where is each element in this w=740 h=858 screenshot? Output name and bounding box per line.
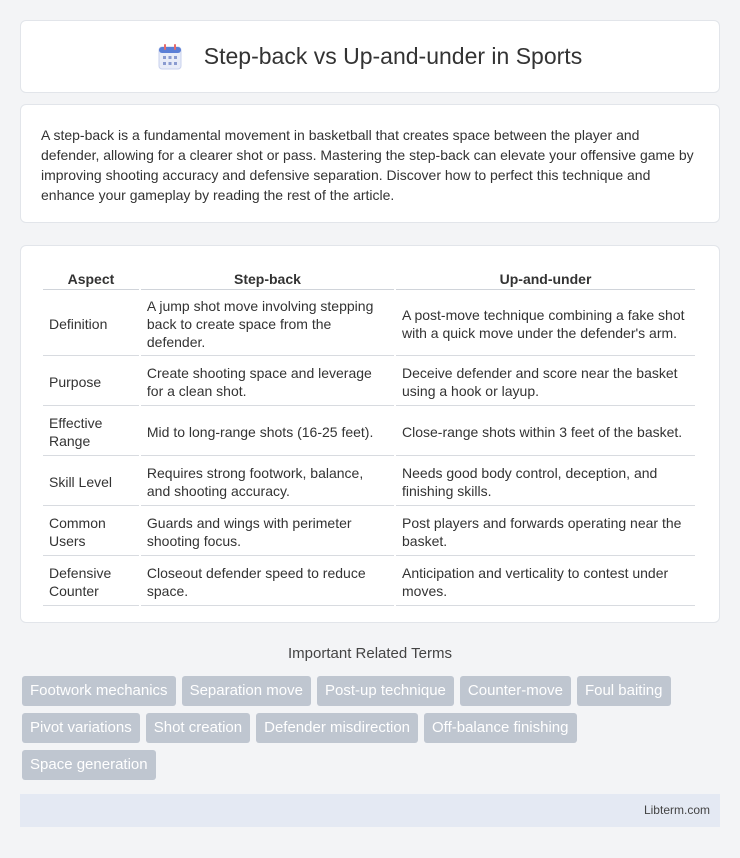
row-up-and-under: Needs good body control, deception, and finishing skills. xyxy=(396,458,695,506)
comparison-card xyxy=(20,245,720,623)
intro-card xyxy=(20,104,720,223)
term-tag[interactable]: Footwork mechanics xyxy=(22,676,176,706)
row-aspect: Common Users xyxy=(43,508,139,556)
row-up-and-under: Anticipation and verticality to contest under moves. xyxy=(396,558,695,606)
row-step-back: Requires strong footwork, balance, and shooting accuracy. xyxy=(141,458,394,506)
comparison-table xyxy=(41,266,697,608)
row-up-and-under: Close-range shots within 3 feet of the basket. xyxy=(396,408,695,456)
row-step-back: Mid to long-range shots (16-25 feet). xyxy=(141,408,394,456)
table-row xyxy=(43,358,695,406)
table-row xyxy=(43,408,695,456)
table-header-row xyxy=(43,268,695,290)
row-up-and-under: A post-move technique combining a fake shot with a quick move under the defender's arm. xyxy=(396,292,695,356)
term-tag[interactable]: Post-up technique xyxy=(317,676,454,706)
table-row xyxy=(43,458,695,506)
row-aspect: Skill Level xyxy=(43,458,139,506)
term-tag[interactable]: Shot creation xyxy=(146,713,250,743)
row-step-back: Closeout defender speed to reduce space. xyxy=(141,558,394,606)
row-step-back: Create shooting space and leverage for a clean shot. xyxy=(141,358,394,406)
table-row xyxy=(43,558,695,606)
row-step-back: Guards and wings with perimeter shooting focus. xyxy=(141,508,394,556)
header-aspect: Aspect xyxy=(43,268,139,290)
calendar-grid-icon xyxy=(158,44,182,70)
term-tag[interactable]: Separation move xyxy=(182,676,311,706)
row-up-and-under: Deceive defender and score near the basket using a hook or layup. xyxy=(396,358,695,406)
row-aspect: Purpose xyxy=(43,358,139,406)
row-step-back: A jump shot move involving stepping back to create space from the defender. xyxy=(141,292,394,356)
row-aspect: Effective Range xyxy=(43,408,139,456)
related-terms-list xyxy=(22,676,722,787)
header-step-back: Step-back xyxy=(141,268,394,290)
related-terms-title: Important Related Terms xyxy=(288,645,452,662)
footer-site-link[interactable]: Libterm.com xyxy=(643,803,710,817)
term-tag[interactable]: Pivot variations xyxy=(22,713,140,743)
footer xyxy=(20,794,720,827)
page-title: Step-back vs Up-and-under in Sports xyxy=(203,43,583,69)
row-up-and-under: Post players and forwards operating near the basket. xyxy=(396,508,695,556)
table-row xyxy=(43,292,695,356)
row-aspect: Defensive Counter xyxy=(43,558,139,606)
header-card xyxy=(20,20,720,93)
intro-text: A step-back is a fundamental movement in basketball that creates space between the player and defender, allowing for a clearer shot or pass. Mastering the step-back can elevate your offensive game by improving shooting accuracy and defensive separation. Discover how to perfect this technique and enhance your gameplay by reading the rest of the article. xyxy=(41,127,694,203)
term-tag[interactable]: Defender misdirection xyxy=(256,713,418,743)
term-tag[interactable]: Foul baiting xyxy=(577,676,671,706)
term-tag[interactable]: Space generation xyxy=(22,750,156,780)
header-up-and-under: Up-and-under xyxy=(396,268,695,290)
row-aspect: Definition xyxy=(43,292,139,356)
term-tag[interactable]: Counter-move xyxy=(460,676,571,706)
table-row xyxy=(43,508,695,556)
term-tag[interactable]: Off-balance finishing xyxy=(424,713,576,743)
